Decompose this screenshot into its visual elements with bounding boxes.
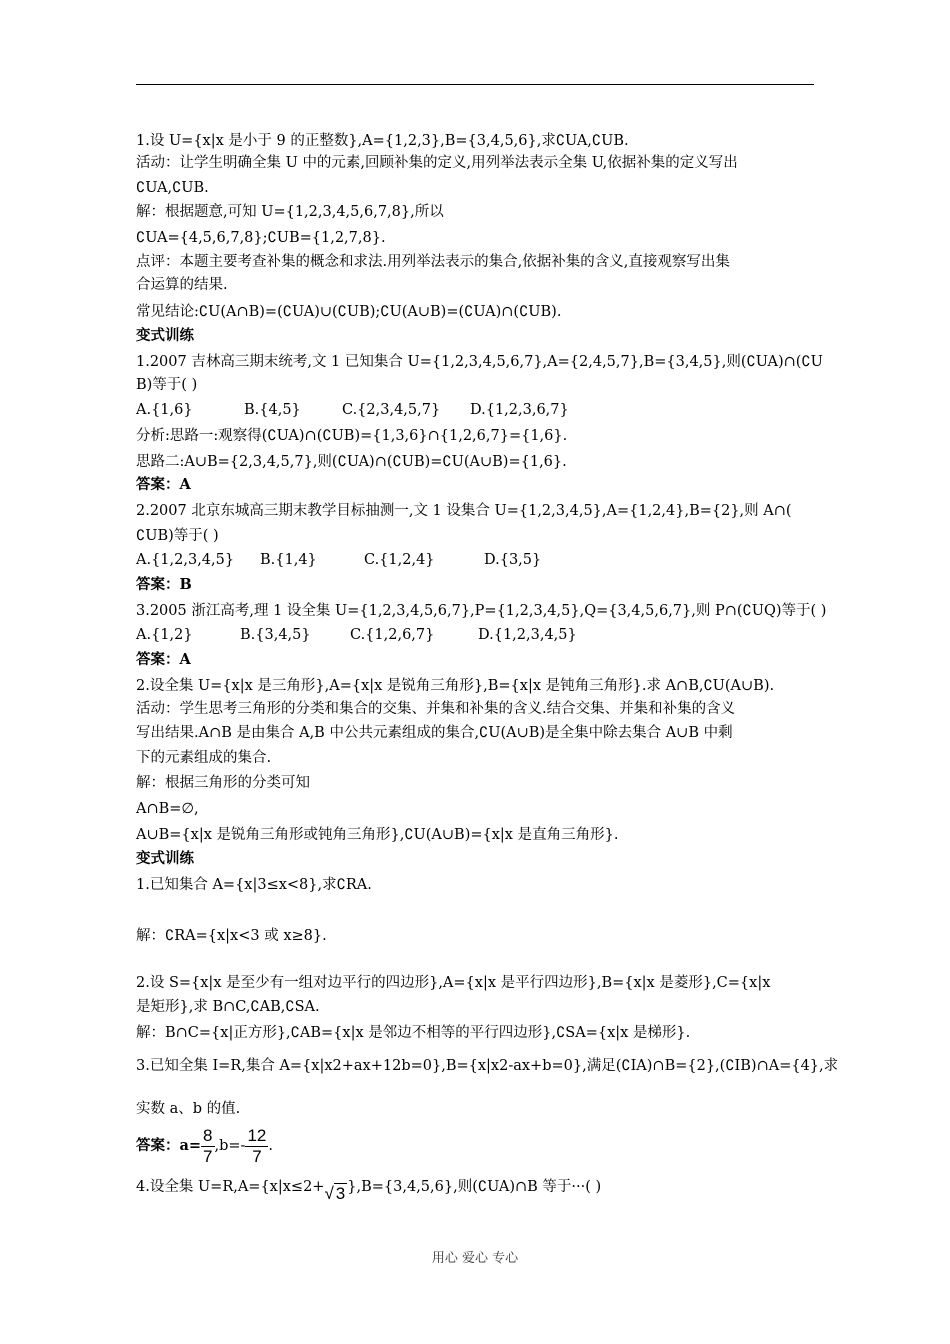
answer: 答案：A: [136, 651, 191, 668]
line: A∪B={x|x 是锐角三角形或钝角三角形},∁U(A∪B)={x|x 是直角三角形}.: [136, 827, 619, 843]
section-heading: 变式训练: [136, 850, 194, 867]
line: 3.已知全集 I=R,集合 A={x|x2+ax+12b=0},B={x|x2-ax+b=0},满足(∁IA)∩B={2},(∁IB)∩A={4},求: [136, 1058, 839, 1074]
line: 常见结论:∁U(A∩B)=(∁UA)∪(∁UB);∁U(A∪B)=(∁UA)∩(∁UB).: [136, 304, 562, 320]
line: 合运算的结果.: [136, 277, 228, 293]
line: 1.已知集合 A={x|3≤x<8},求∁RA.: [136, 877, 372, 893]
option-a: A.{1,2,3,4,5}: [136, 552, 235, 568]
option-b: B.{4,5}: [244, 402, 301, 418]
line: 活动：让学生明确全集 U 中的元素,回顾补集的定义,用列举法表示全集 U,依据补集的定义写出: [136, 155, 738, 171]
line: ∁UA={4,5,6,7,8};∁UB={1,2,7,8}.: [136, 230, 386, 246]
line: B)等于( ): [136, 377, 198, 393]
option-d: D.{1,2,3,4,5}: [478, 627, 577, 643]
option-c: C.{2,3,4,5,7}: [342, 402, 441, 418]
section-heading: 变式训练: [136, 327, 194, 344]
answer-line: 答案：a= $\frac{8}{7}$ ,b=- $\frac{12}{7}$ .: [136, 1125, 273, 1166]
option-c: C.{1,2,6,7}: [350, 627, 435, 643]
line: 实数 a、b 的值.: [136, 1101, 241, 1117]
line: 分析:思路一:观察得(∁UA)∩(∁UB)={1,3,6}∩{1,2,6,7}={1,6}.: [136, 428, 568, 444]
option-b: B.{3,4,5}: [240, 627, 311, 643]
option-c: C.{1,2,4}: [364, 552, 435, 568]
line: 1.2007 吉林高三期末统考,文 1 已知集合 U={1,2,3,4,5,6,7},A={2,4,5,7},B={3,4,5},则(∁UA)∩(∁U: [136, 354, 823, 370]
line: 2.设 S={x|x 是至少有一组对边平行的四边形},A={x|x 是平行四边形},B={x|x 是菱形},C={x|x: [136, 975, 771, 991]
option-d: D.{3,5}: [484, 552, 542, 568]
line: 活动：学生思考三角形的分类和集合的交集、并集和补集的含义.结合交集、并集和补集的含义: [136, 701, 736, 717]
page-footer: 用心 爱心 专心: [431, 1251, 519, 1266]
line: 写出结果.A∩B 是由集合 A,B 中公共元素组成的集合,∁U(A∪B)是全集中除去集合 A∪B 中剩: [136, 725, 733, 741]
fraction-a: $\frac{8}{7}$: [203, 1125, 213, 1166]
answer-label: 答案：a=: [136, 1137, 202, 1154]
line: 1.设 U={x|x 是小于 9 的正整数},A={1,2,3},B={3,4,5,6},求∁UA,∁UB.: [136, 133, 629, 149]
header-rule: [136, 84, 814, 85]
line: 点评：本题主要考查补集的概念和求法.用列举法表示的集合,依据补集的含义,直接观察写出集: [136, 254, 730, 270]
line: ∁UA,∁UB.: [136, 180, 209, 196]
line: ∁UB)等于( ): [136, 528, 219, 544]
line: 下的元素组成的集合.: [136, 750, 272, 766]
option-a: A.{1,2}: [136, 627, 193, 643]
line: 解：根据题意,可知 U={1,2,3,4,5,6,7,8},所以: [136, 204, 444, 220]
line: 2.设全集 U={x|x 是三角形},A={x|x 是锐角三角形},B={x|x 是钝角三角形}.求 A∩B,∁U(A∪B).: [136, 678, 775, 694]
answer: 答案：B: [136, 576, 192, 593]
option-d: D.{1,2,3,6,7}: [470, 402, 569, 418]
options-row: [136, 549, 816, 571]
line: 是矩形},求 B∩C,∁AB,∁SA.: [136, 999, 320, 1015]
option-b: B.{1,4}: [260, 552, 317, 568]
fraction-b: $\frac{12}{7}$: [247, 1125, 267, 1166]
options-row: [136, 399, 816, 421]
answer: 答案：A: [136, 476, 191, 493]
line: 4.设全集 U=R,A={x|x≤2+√ 3 },B={3,4,5,6},则(∁UA)∩B 等于···( ): [136, 1179, 602, 1203]
line: 解：根据三角形的分类可知: [136, 775, 310, 791]
line: 思路二:A∪B={2,3,4,5,7},则(∁UA)∩(∁UB)=∁U(A∪B)={1,6}.: [136, 454, 567, 470]
options-row: [136, 624, 816, 646]
option-a: A.{1,6}: [136, 402, 193, 418]
line: 2.2007 北京东城高三期末教学目标抽测一,文 1 设集合 U={1,2,3,4,5},A={1,2,4},B={2},则 A∩(: [136, 503, 792, 519]
line: 3.2005 浙江高考,理 1 设全集 U={1,2,3,4,5,6,7},P={1,2,3,4,5},Q={3,4,5,6,7},则 P∩(∁UQ)等于( ): [136, 603, 827, 619]
line: 解：B∩C={x|正方形},∁AB={x|x 是邻边不相等的平行四边形},∁SA={x|x 是梯形}.: [136, 1025, 691, 1041]
line: A∩B=∅,: [136, 801, 199, 817]
line: 解：∁RA={x|x<3 或 x≥8}.: [136, 928, 327, 944]
sqrt-symbol: √ 3: [324, 1184, 346, 1203]
